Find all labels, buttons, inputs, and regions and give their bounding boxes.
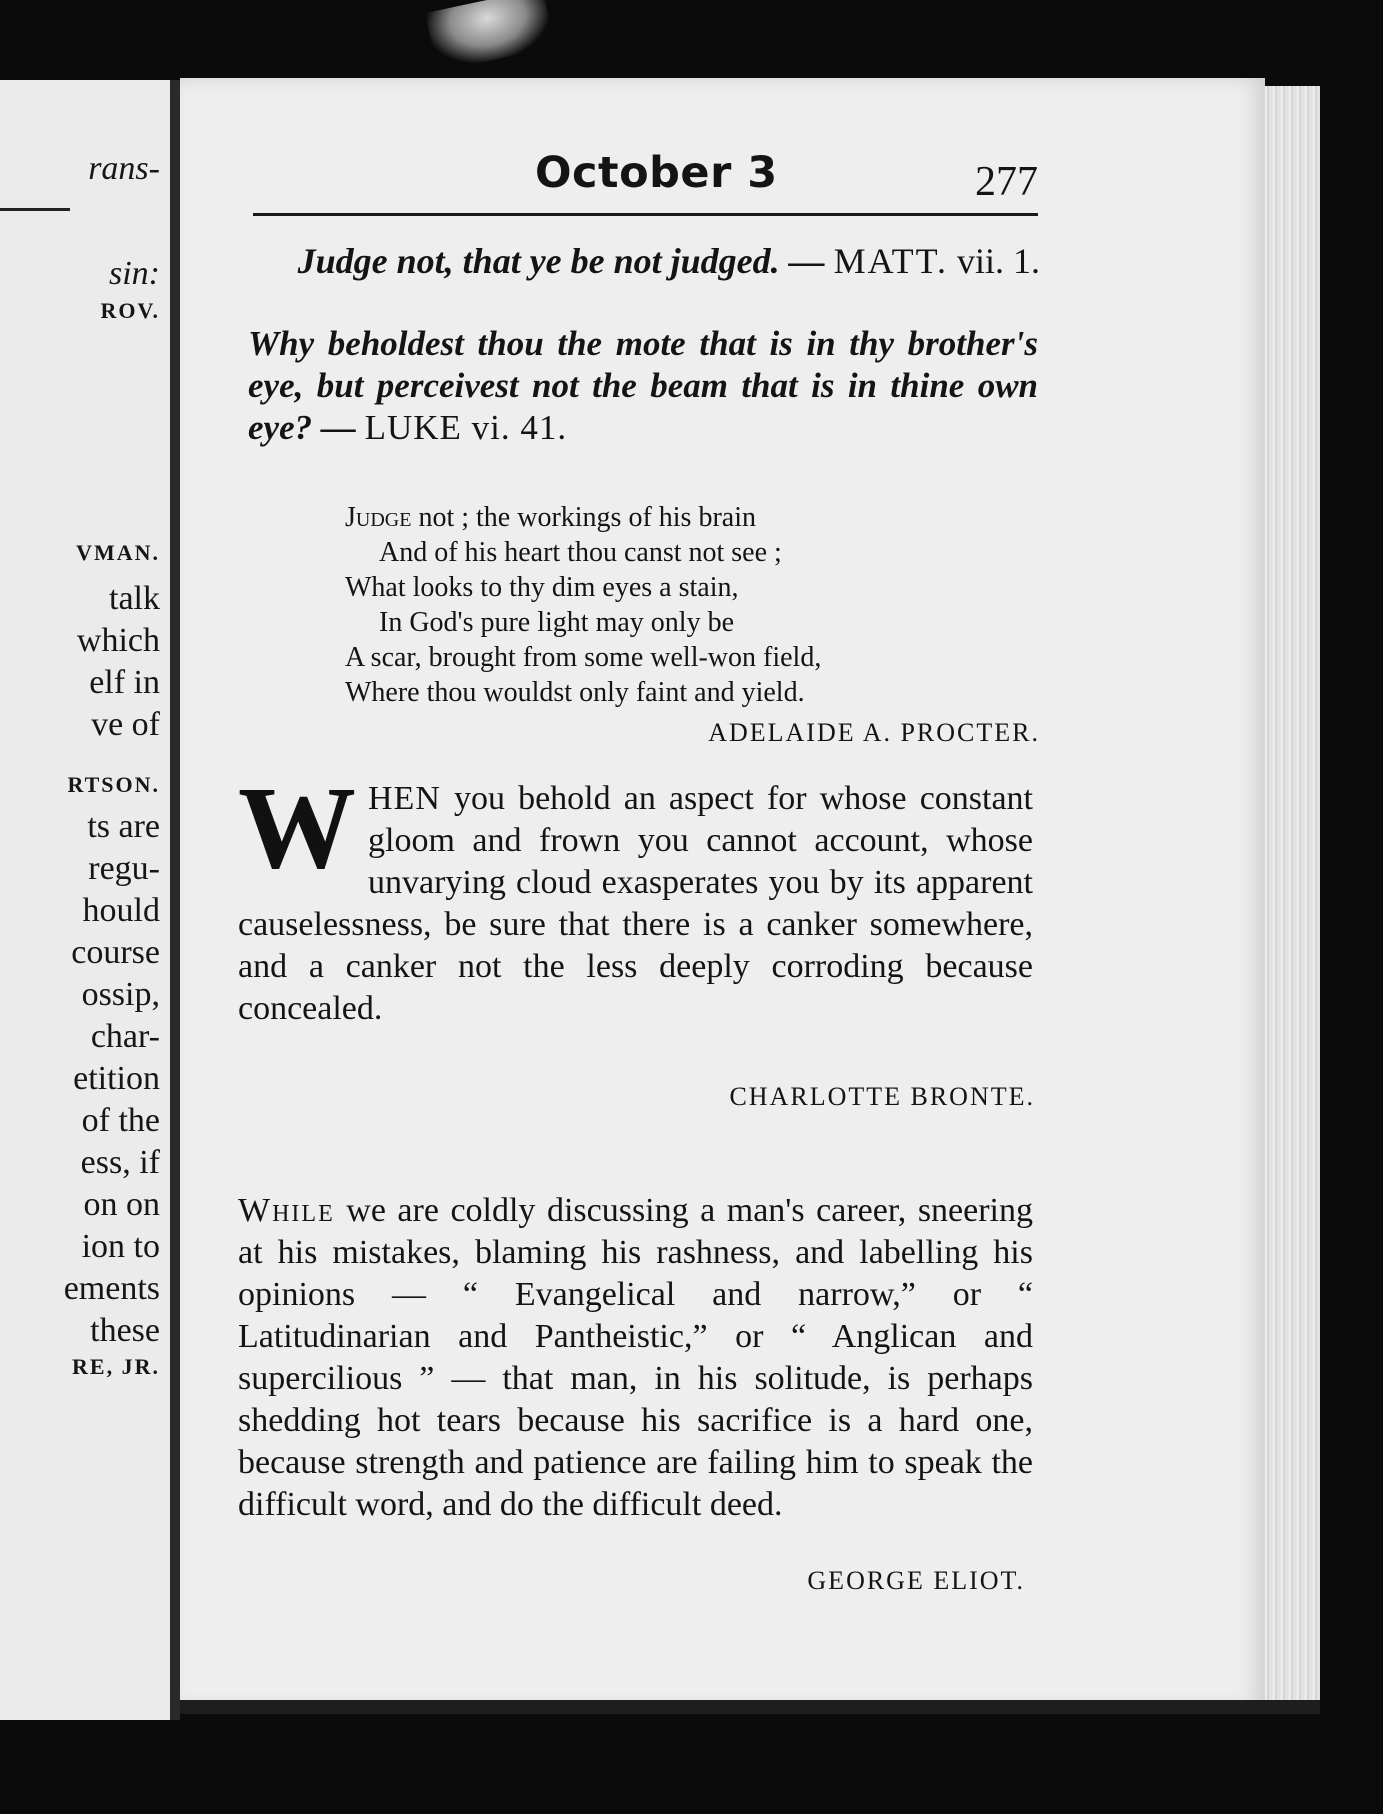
scripture-reference [834, 241, 1040, 281]
previous-page-line: char- [90, 1018, 160, 1055]
reference-verse: vii. 1. [947, 241, 1040, 281]
previous-page-line: ve of [91, 706, 160, 743]
previous-page-line: which [76, 622, 160, 659]
poem-line: In God's pure light may only be [379, 607, 734, 638]
previous-page-line: VMAN. [76, 540, 160, 565]
previous-page-line: ossip, [81, 976, 160, 1013]
previous-page-line: hould [82, 892, 160, 929]
scripture-verse-luke [248, 323, 1038, 449]
previous-page-line: rans- [88, 150, 160, 187]
previous-page-line: etition [73, 1060, 160, 1097]
previous-page-line: ROV. [100, 298, 160, 323]
lead-word: While [238, 1192, 335, 1229]
previous-page-rule [0, 208, 70, 211]
quote-author-bronte: CHARLOTTE BRONTE. [729, 1082, 1035, 1111]
page-title: October 3 [535, 148, 778, 198]
previous-page-line: course [71, 934, 160, 971]
poem-line [345, 500, 1045, 535]
poem-line: Where thou wouldst only faint and yield. [345, 677, 805, 708]
scripture-text: Judge not, that ye be not judged. — [297, 241, 834, 281]
poem-line: And of his heart thou canst not see ; [379, 537, 782, 568]
previous-page-line: on on [83, 1186, 160, 1223]
quote-text: you behold an aspect for whose constant gloom and frown you cannot account, whose unvarying cloud exasperates you by its apparent causelessness, be sure that there is a canker somewhere, and a canker not the less deeply corroding because concealed. [238, 780, 1033, 1027]
scripture-reference: LUKE vi. 41. [364, 408, 568, 447]
previous-page-line: ements [63, 1270, 160, 1307]
previous-page-line: sin: [109, 255, 160, 292]
previous-page-line: talk [109, 580, 160, 617]
previous-page-line: these [90, 1312, 160, 1349]
page-number: 277 [975, 159, 1038, 205]
quote-author-eliot: GEORGE ELIOT. [807, 1566, 1025, 1595]
previous-page-line: elf in [89, 664, 160, 701]
poem-author: ADELAIDE A. PROCTER. [708, 718, 1040, 747]
scripture-verse-matthew [295, 240, 1040, 282]
previous-page-line: RE, JR. [72, 1354, 160, 1379]
poem-first-word: Judge [345, 502, 412, 533]
previous-page-line: ion to [81, 1228, 160, 1265]
header-rule [253, 213, 1038, 216]
running-head [180, 148, 1040, 208]
previous-page-line: RTSON. [67, 772, 160, 797]
lead-word: HEN [368, 780, 441, 817]
book-page [180, 78, 1265, 1708]
previous-page-line: regu- [88, 850, 160, 887]
scan-artifact [425, 0, 555, 72]
quote-text: we are coldly discussing a man's career, sneering at his mistakes, blaming his rashness, and labelling his opinions — “ Evangelical and narrow,” or “ Latitudinarian and Pantheistic,” or “ Anglican and supercilious ” — that man, in his solitude, is perhaps shedding hot tears because his sacrifice is a hard one, because strength and patience are failing him to speak the difficult word, and do the difficult deed. [238, 1192, 1033, 1523]
poem-line: What looks to thy dim eyes a stain, [345, 572, 739, 603]
quote-eliot [238, 1190, 1033, 1526]
page-bottom-shadow [180, 1700, 1320, 1714]
scripture-text: Why beholdest thou the mote that is in thy brother's eye, but perceivest not the beam that is in thine own eye? — [248, 324, 1038, 447]
poem [345, 500, 1045, 710]
drop-cap: W [238, 762, 356, 893]
poem-line-text: not ; the workings of his brain [411, 502, 756, 533]
previous-page-line: ts are [87, 808, 160, 845]
previous-page [0, 80, 180, 1720]
reference-book: MATT. [833, 241, 948, 281]
poem-line: A scar, brought from some well-won field, [345, 642, 822, 673]
previous-page-line: of the [81, 1102, 160, 1139]
quote-bronte [238, 762, 1033, 1030]
previous-page-line: ess, if [80, 1144, 160, 1181]
